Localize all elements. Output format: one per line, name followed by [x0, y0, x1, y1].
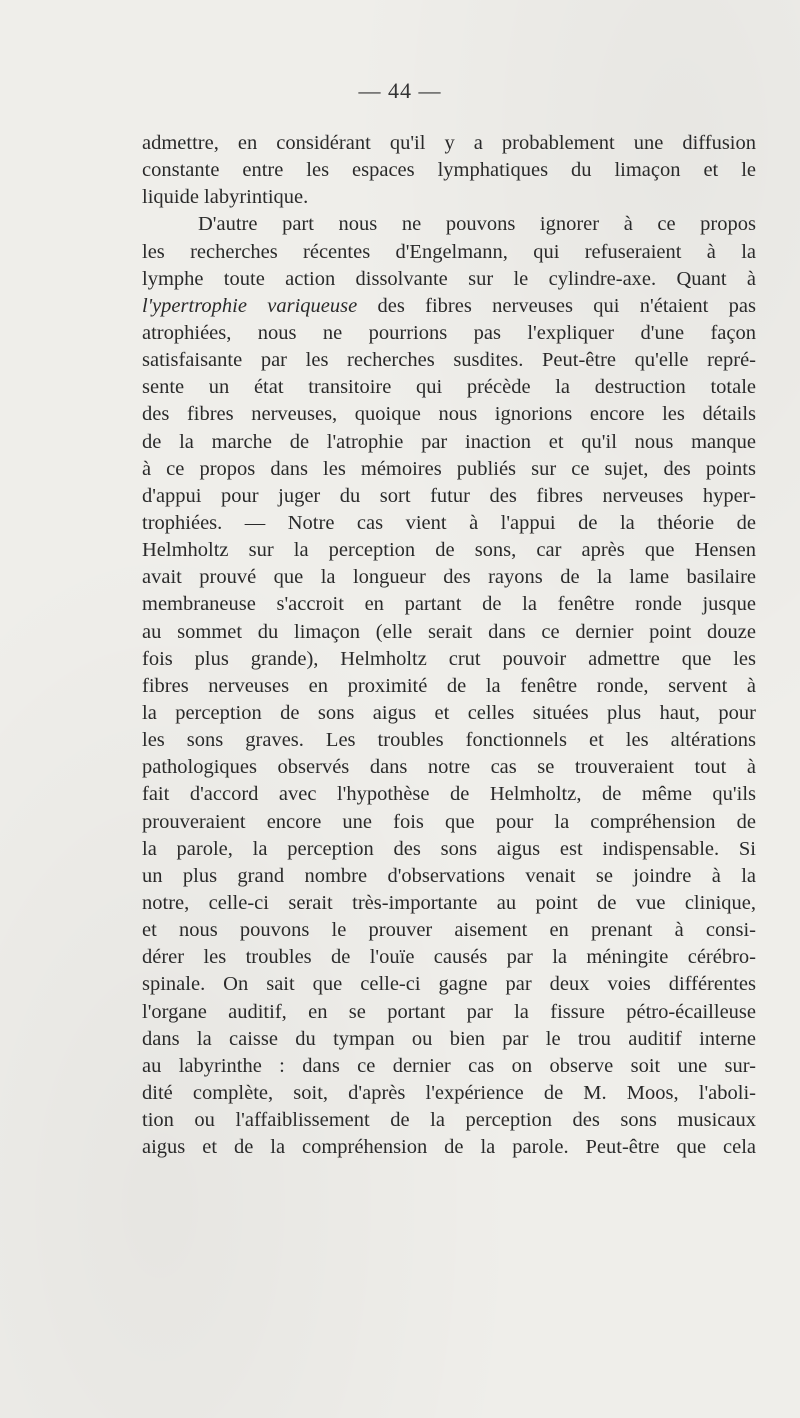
page-number: — 44 —	[358, 78, 442, 103]
text-line: fibres nerveuses en proximité de la fenêtre ronde, servent à	[142, 674, 756, 697]
text-line: au labyrinthe : dans ce dernier cas on observe soit une sur-	[142, 1054, 756, 1077]
text-line: liquide labyrintique.	[142, 186, 309, 209]
text-line: de la marche de l'atrophie par inaction et qu'il nous manque	[142, 430, 756, 453]
text-line: dité complète, soit, d'après l'expérience de M. Moos, l'aboli-	[142, 1081, 756, 1104]
text-line: d'appui pour juger du sort futur des fibres nerveuses hyper-	[142, 484, 756, 507]
text-line: constante entre les espaces lymphatiques du limaçon et le	[142, 159, 756, 182]
text-line: pathologiques observés dans notre cas se trouveraient tout à	[142, 756, 756, 779]
text-line: lymphe toute action dissolvante sur le cylindre-axe. Quant à	[142, 267, 756, 290]
text-line: aigus et de la compréhension de la parole. Peut-être que cela	[142, 1136, 756, 1159]
text-line: trophiées. — Notre cas vient à l'appui de la théorie de	[142, 511, 756, 534]
text-line: fois plus grande), Helmholtz crut pouvoir admettre que les	[142, 647, 756, 670]
text-line: dans la caisse du tympan ou bien par le trou auditif interne	[142, 1027, 756, 1050]
text-line: D'autre part nous ne pouvons ignorer à ce propos	[198, 213, 756, 236]
text-line-italic-start	[142, 293, 756, 320]
text-line: satisfaisante par les recherches susdites. Peut-être qu'elle repré-	[142, 349, 756, 372]
text-line-rest: des fibres nerveuses qui n'étaient pas	[377, 294, 756, 317]
text-line: un plus grand nombre d'observations venait se joindre à la	[142, 864, 756, 887]
text-line: fait d'accord avec l'hypothèse de Helmholtz, de même qu'ils	[142, 783, 756, 806]
text-line: atrophiées, nous ne pourrions pas l'expliquer d'une façon	[142, 321, 756, 344]
text-line: des fibres nerveuses, quoique nous ignorions encore les détails	[142, 403, 756, 426]
text-line: et nous pouvons le prouver aisement en prenant à consi-	[142, 919, 756, 942]
italic-phrase: l'ypertrophie variqueuse	[142, 294, 358, 317]
text-line: au sommet du limaçon (elle serait dans ce dernier point douze	[142, 620, 756, 643]
text-line: admettre, en considérant qu'il y a probablement une diffusion	[142, 132, 756, 154]
text-line: tion ou l'affaiblissement de la perception des sons musicaux	[142, 1109, 756, 1132]
text-line: avait prouvé que la longueur des rayons de la lame basilaire	[142, 566, 756, 589]
text-line: dérer les troubles de l'ouïe causés par la méningite cérébro-	[142, 946, 756, 969]
text-line: les sons graves. Les troubles fonctionnels et les altérations	[142, 729, 756, 752]
body-text	[142, 130, 756, 1161]
text-line: les recherches récentes d'Engelmann, qui refuseraient à la	[142, 240, 756, 263]
text-line: sente un état transitoire qui précède la destruction totale	[142, 376, 756, 399]
text-line: spinale. On sait que celle-ci gagne par deux voies différentes	[142, 973, 756, 996]
text-line: la perception de sons aigus et celles situées plus haut, pour	[142, 701, 756, 724]
text-line: la parole, la perception des sons aigus est indispensable. Si	[142, 837, 756, 860]
text-line: Helmholtz sur la perception de sons, car après que Hensen	[142, 539, 756, 562]
text-line: prouveraient encore une fois que pour la compréhension de	[142, 810, 756, 833]
text-line: membraneuse s'accroit en partant de la fenêtre ronde jusque	[142, 593, 756, 616]
text-line: notre, celle-ci serait très-importante au point de vue clinique,	[142, 891, 756, 914]
text-line: à ce propos dans les mémoires publiés sur ce sujet, des points	[142, 457, 756, 480]
text-line: l'organe auditif, en se portant par la fissure pétro-écailleuse	[142, 1000, 756, 1023]
